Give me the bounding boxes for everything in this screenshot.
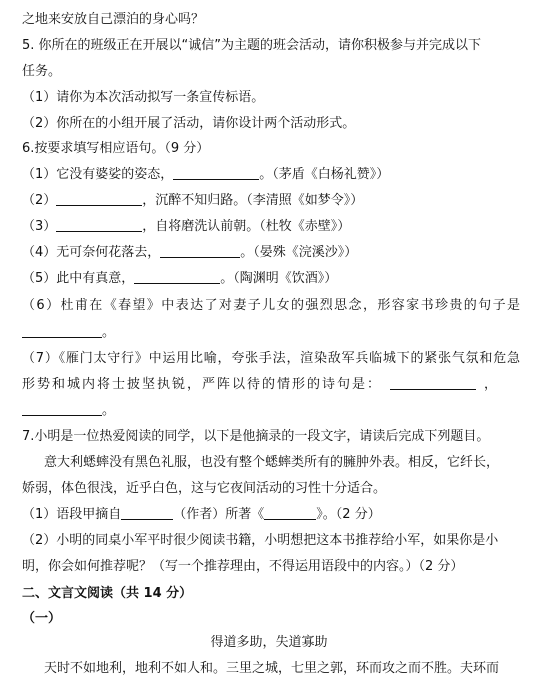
text: 》。（2 分） — [316, 507, 381, 522]
question-6-7-cont — [22, 376, 520, 394]
answer-blank[interactable] — [264, 507, 316, 520]
text: （1）语段甲摘自 — [22, 507, 122, 522]
answer-blank[interactable] — [390, 377, 476, 390]
question-5-stem-cont: 任务。 — [22, 64, 62, 79]
question-6-6-answer — [22, 324, 520, 342]
question-7-stem: 7.小明是一位热爱阅读的同学，以下是他摘录的一段文字，请读后完成下列题目。 — [22, 429, 490, 444]
passage-line: 娇弱，体色很浅，近乎白色，这与它夜间活动的习性十分适合。 — [22, 481, 387, 496]
text: （作者）所著《 — [173, 507, 265, 522]
text: 。 — [102, 403, 116, 418]
text: ，沉醉不知归路。（李清照《如梦令》） — [142, 193, 364, 208]
passage-line: 意大利蟋蟀没有黑色礼服，也没有整个蟋蟀类所有的臃肿外表。相反，它纤长， — [44, 455, 500, 470]
section-2-heading: 二、文言文阅读（共 14 分） — [22, 586, 193, 601]
answer-blank[interactable] — [121, 507, 173, 520]
answer-blank[interactable] — [22, 403, 102, 416]
question-7-2-cont: 明，你会如何推荐呢？（写一个推荐理由，不得运用语段中的内容。）（2 分） — [22, 559, 464, 574]
question-6-5 — [22, 270, 520, 288]
passage-title: 得道多助，失道寡助 — [210, 635, 328, 650]
question-5-2: （2）你所在的小组开展了活动，请你设计两个活动形式。 — [22, 116, 356, 131]
question-6-7-answer — [22, 402, 520, 420]
question-5-1: （1）请你为本次活动拟写一条宣传标语。 — [22, 90, 265, 105]
question-6-stem: 6.按要求填写相应语句。（9 分） — [22, 141, 210, 156]
text: （5）此中有真意， — [22, 271, 135, 286]
question-6-3 — [22, 218, 520, 236]
text: （4）无可奈何花落去， — [22, 245, 161, 260]
text: 。 — [102, 325, 116, 340]
answer-blank[interactable] — [22, 325, 102, 338]
question-5-stem: 5. 你所在的班级正在开展以“诚信”为主题的班会活动，请你积极参与并完成以下 — [22, 38, 482, 53]
text: ，自将磨洗认前朝。（杜牧《赤壁》） — [142, 219, 351, 234]
answer-blank[interactable] — [56, 219, 142, 232]
question-6-4 — [22, 244, 520, 262]
answer-blank[interactable] — [134, 271, 220, 284]
text: 。（陶渊明《饮酒》） — [220, 271, 338, 286]
answer-blank[interactable] — [160, 245, 240, 258]
passage-line: 天时不如地利，地利不如人和。三里之城，七里之郭，环而攻之而不胜。夫环而 — [44, 661, 500, 676]
question-6-2 — [22, 192, 520, 210]
subsection-heading: （一） — [22, 611, 62, 626]
text-line: 之地来安放自己漂泊的身心吗？ — [22, 12, 205, 27]
question-7-2: （2）小明的同桌小军平时很少阅读书籍，小明想把这本书推荐给小军，如果你是小 — [22, 533, 499, 548]
text: （2） — [22, 193, 57, 208]
text: 。（茅盾《白杨礼赞》） — [259, 167, 390, 182]
text: 形势和城内将士披坚执锐，严阵以待的情形的诗句是： — [22, 377, 383, 392]
question-6-6: （6）杜甫在《春望》中表达了对妻子儿女的强烈思念，形容家书珍贵的句子是 — [22, 298, 520, 313]
text: （3） — [22, 219, 57, 234]
answer-blank[interactable] — [173, 167, 259, 180]
text: 。（晏殊《浣溪沙》） — [240, 245, 358, 260]
question-7-1 — [22, 506, 520, 524]
text: （1）它没有婆娑的姿态， — [22, 167, 174, 182]
text: ， — [484, 377, 498, 392]
question-6-1 — [22, 166, 520, 184]
answer-blank[interactable] — [56, 193, 142, 206]
question-6-7: （7）《雁门太守行》中运用比喻，夸张手法，渲染敌军兵临城下的紧张气氛和危急 — [22, 351, 520, 366]
